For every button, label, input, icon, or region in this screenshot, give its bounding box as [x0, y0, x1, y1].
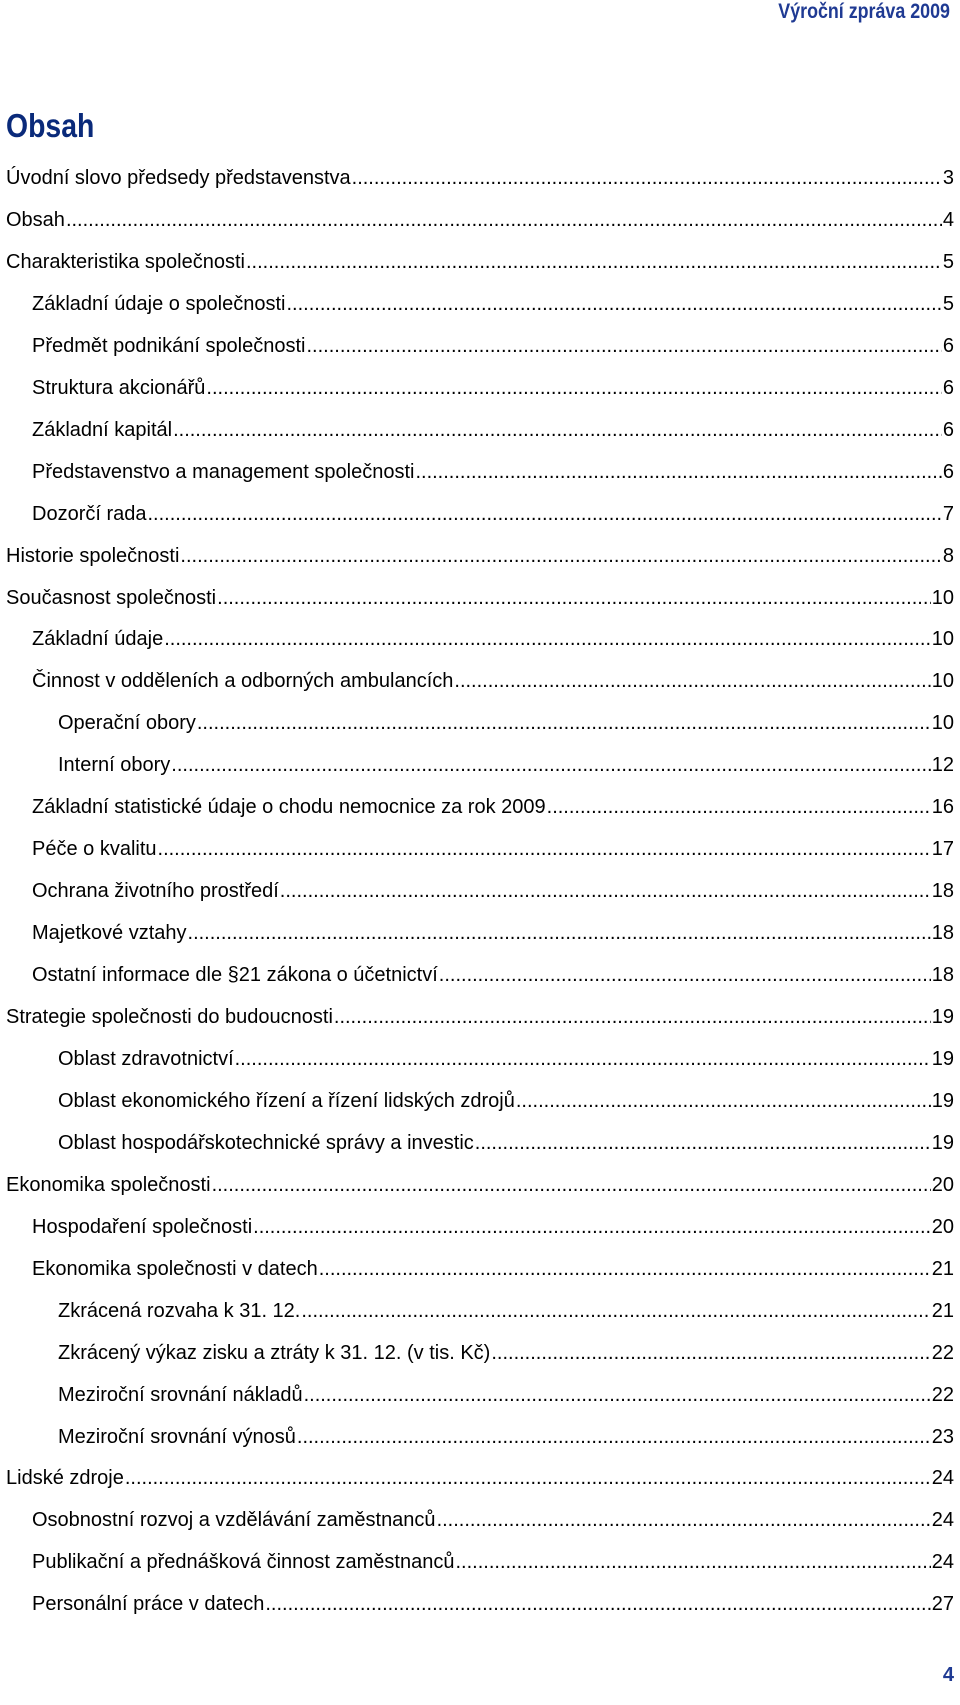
- toc-entry-page: 23: [931, 1425, 954, 1448]
- toc-dot-leader: [173, 418, 942, 442]
- toc-entry-page: 24: [931, 1509, 954, 1532]
- toc-entry-page: 18: [931, 922, 954, 945]
- toc-dot-leader: [439, 963, 931, 987]
- toc-dot-leader: [180, 544, 941, 568]
- toc-entry-page: 22: [931, 1341, 954, 1364]
- toc-dot-leader: [304, 1383, 931, 1407]
- toc-entry-label: Ostatní informace dle §21 zákona o účetnictví: [32, 964, 438, 987]
- toc-dot-leader: [197, 711, 931, 735]
- toc-entry-label: Úvodní slovo předsedy představenstva: [6, 167, 351, 189]
- toc-dot-leader: [212, 1173, 931, 1197]
- report-header: Výroční zpráva 2009: [778, 0, 950, 23]
- toc-entry[interactable]: [32, 915, 954, 945]
- toc-entry-page: 17: [931, 838, 954, 861]
- toc-entry[interactable]: [32, 1209, 954, 1239]
- toc-entry[interactable]: [6, 1167, 954, 1197]
- toc-entry-page: 10: [931, 628, 954, 651]
- toc-dot-leader: [454, 669, 930, 693]
- toc-entry[interactable]: [58, 1377, 954, 1407]
- toc-entry-label: Oblast zdravotnictví: [58, 1047, 234, 1070]
- toc-entry[interactable]: [58, 1125, 954, 1155]
- toc-entry-label: Předmět podnikání společnosti: [32, 334, 306, 357]
- toc-entry[interactable]: [32, 1586, 954, 1616]
- toc-entry-page: 22: [931, 1383, 954, 1406]
- toc-entry-label: Interní obory: [58, 754, 171, 777]
- toc-dot-leader: [66, 208, 942, 232]
- page-number: 4: [942, 1664, 954, 1686]
- toc-entry-page: 24: [931, 1551, 954, 1574]
- page-title: Obsah: [6, 107, 95, 144]
- toc-dot-leader: [280, 879, 931, 903]
- toc-dot-leader: [437, 1508, 931, 1532]
- toc-entry[interactable]: [58, 705, 954, 735]
- toc-dot-leader: [287, 292, 942, 316]
- toc-entry[interactable]: [58, 1083, 954, 1113]
- toc-entry-label: Publikační a přednášková činnost zaměstnanců: [32, 1551, 455, 1574]
- toc-entry-label: Strategie společnosti do budoucnosti: [6, 1006, 333, 1028]
- toc-entry-page: 19: [931, 1089, 954, 1112]
- toc-entry[interactable]: [32, 1251, 954, 1281]
- toc-entry-page: 10: [931, 586, 954, 609]
- toc-dot-leader: [334, 1005, 931, 1029]
- toc-entry-label: Oblast hospodářskotechnické správy a investic: [58, 1131, 474, 1154]
- toc-entry-page: 10: [931, 712, 954, 735]
- toc-entry-label: Hospodaření společnosti: [32, 1215, 253, 1238]
- toc-entry-label: Personální práce v datech: [32, 1593, 265, 1616]
- toc-dot-leader: [246, 250, 942, 274]
- toc-entry-page: 5: [942, 250, 954, 273]
- toc-entry-label: Charakteristika společnosti: [6, 250, 245, 273]
- toc-entry-label: Osobnostní rozvoj a vzdělávání zaměstnanců: [32, 1509, 436, 1532]
- toc-dot-leader: [188, 921, 931, 945]
- toc-entry-page: 16: [931, 796, 954, 819]
- toc-dot-leader: [352, 166, 942, 190]
- toc-entry[interactable]: [32, 621, 954, 651]
- toc-entry-label: Obsah: [6, 208, 65, 231]
- toc-entry-label: Struktura akcionářů: [32, 376, 206, 399]
- toc-entry[interactable]: [32, 286, 954, 316]
- toc-entry[interactable]: [32, 873, 954, 903]
- toc-entry-page: 3: [942, 167, 954, 189]
- toc-dot-leader: [319, 1257, 931, 1281]
- toc-entry-label: Zkrácená rozvaha k 31. 12.: [58, 1299, 301, 1322]
- toc-entry[interactable]: [6, 202, 954, 232]
- toc-entry-page: 24: [931, 1467, 954, 1490]
- toc-entry-page: 18: [931, 964, 954, 987]
- toc-entry-page: 21: [931, 1257, 954, 1280]
- toc-dot-leader: [301, 1299, 930, 1323]
- toc-dot-leader: [206, 376, 941, 400]
- toc-dot-leader: [547, 795, 931, 819]
- toc-entry-page: 19: [931, 1047, 954, 1070]
- toc-entry[interactable]: [6, 244, 954, 274]
- toc-dot-leader: [307, 334, 942, 358]
- toc-entry-label: Lidské zdroje: [6, 1467, 124, 1490]
- toc-dot-leader: [415, 460, 941, 484]
- toc-entry[interactable]: [58, 1293, 954, 1323]
- toc-entry[interactable]: [32, 1544, 954, 1574]
- toc-dot-leader: [158, 837, 931, 861]
- toc-entry-page: 6: [942, 334, 954, 357]
- toc-entry[interactable]: [32, 370, 954, 400]
- toc-entry[interactable]: [32, 1502, 954, 1532]
- toc-entry-label: Ochrana životního prostředí: [32, 880, 279, 903]
- toc-entry[interactable]: [32, 789, 954, 819]
- toc-entry-page: 4: [942, 208, 954, 231]
- toc-entry[interactable]: [32, 831, 954, 861]
- toc-entry[interactable]: [6, 160, 954, 190]
- toc-dot-leader: [475, 1131, 931, 1155]
- toc-dot-leader: [516, 1089, 931, 1113]
- toc-entry-label: Základní kapitál: [32, 418, 173, 441]
- toc-entry-page: 27: [931, 1593, 954, 1616]
- toc-entry-label: Ekonomika společnosti: [6, 1173, 211, 1196]
- toc-entry-page: 5: [942, 292, 954, 315]
- toc-entry-label: Základní údaje o společnosti: [32, 292, 286, 315]
- toc-entry-page: 19: [931, 1131, 954, 1154]
- toc-entry-page: 19: [931, 1006, 954, 1028]
- toc-entry-label: Dozorčí rada: [32, 502, 147, 525]
- toc-entry-page: 7: [942, 502, 954, 525]
- toc-entry-label: Ekonomika společnosti v datech: [32, 1257, 318, 1280]
- toc-dot-leader: [253, 1215, 931, 1239]
- toc-entry-label: Základní statistické údaje o chodu nemocnice za rok 2009: [32, 796, 546, 819]
- toc-dot-leader: [235, 1047, 931, 1071]
- toc-entry-label: Péče o kvalitu: [32, 838, 157, 861]
- toc-entry-page: 6: [942, 418, 954, 441]
- toc-entry[interactable]: [6, 999, 954, 1029]
- toc-dot-leader: [491, 1341, 930, 1365]
- toc-entry-label: Základní údaje: [32, 628, 164, 651]
- toc-entry-page: 20: [931, 1215, 954, 1238]
- toc-entry-label: Operační obory: [58, 712, 196, 735]
- toc-entry[interactable]: [32, 454, 954, 484]
- toc-entry-label: Majetkové vztahy: [32, 922, 187, 945]
- toc-entry-label: Historie společnosti: [6, 544, 180, 567]
- toc-dot-leader: [164, 627, 931, 651]
- toc-entry-label: Meziroční srovnání výnosů: [58, 1425, 296, 1448]
- toc-entry-page: 18: [931, 880, 954, 903]
- toc-dot-leader: [455, 1550, 930, 1574]
- toc-entry[interactable]: [32, 328, 954, 358]
- toc-entry-label: Zkrácený výkaz zisku a ztráty k 31. 12. (v tis. Kč): [58, 1341, 491, 1364]
- toc-dot-leader: [217, 586, 931, 610]
- toc-entry[interactable]: [58, 747, 954, 777]
- toc-entry[interactable]: [32, 496, 954, 526]
- toc-entry-label: Meziroční srovnání nákladů: [58, 1383, 303, 1406]
- toc-entry[interactable]: [6, 580, 954, 610]
- toc-dot-leader: [297, 1425, 931, 1449]
- toc-entry[interactable]: [6, 1460, 954, 1490]
- toc-entry-page: 12: [931, 754, 954, 777]
- toc-entry-label: Představenstvo a management společnosti: [32, 460, 415, 483]
- toc-entry[interactable]: [32, 663, 954, 693]
- toc-entry-label: Oblast ekonomického řízení a řízení lidských zdrojů: [58, 1089, 515, 1112]
- toc-entry[interactable]: [6, 538, 954, 568]
- toc-entry-page: 8: [942, 544, 954, 567]
- toc-entry-page: 6: [942, 460, 954, 483]
- toc-entry-page: 20: [931, 1173, 954, 1196]
- toc-entry[interactable]: [32, 412, 954, 442]
- toc-dot-leader: [125, 1466, 931, 1490]
- toc-entry-label: Současnost společnosti: [6, 586, 217, 609]
- toc-entry-page: 10: [931, 670, 954, 693]
- toc-entry-page: 21: [931, 1299, 954, 1322]
- toc-entry[interactable]: [58, 1041, 954, 1071]
- toc-entry-label: Činnost v odděleních a odborných ambulancích: [32, 670, 454, 693]
- toc-entry[interactable]: [32, 957, 954, 987]
- toc-dot-leader: [148, 502, 942, 526]
- toc-entry[interactable]: [58, 1419, 954, 1449]
- toc-dot-leader: [265, 1592, 930, 1616]
- toc-entry-page: 6: [942, 376, 954, 399]
- toc-entry[interactable]: [58, 1335, 954, 1365]
- toc-dot-leader: [171, 753, 930, 777]
